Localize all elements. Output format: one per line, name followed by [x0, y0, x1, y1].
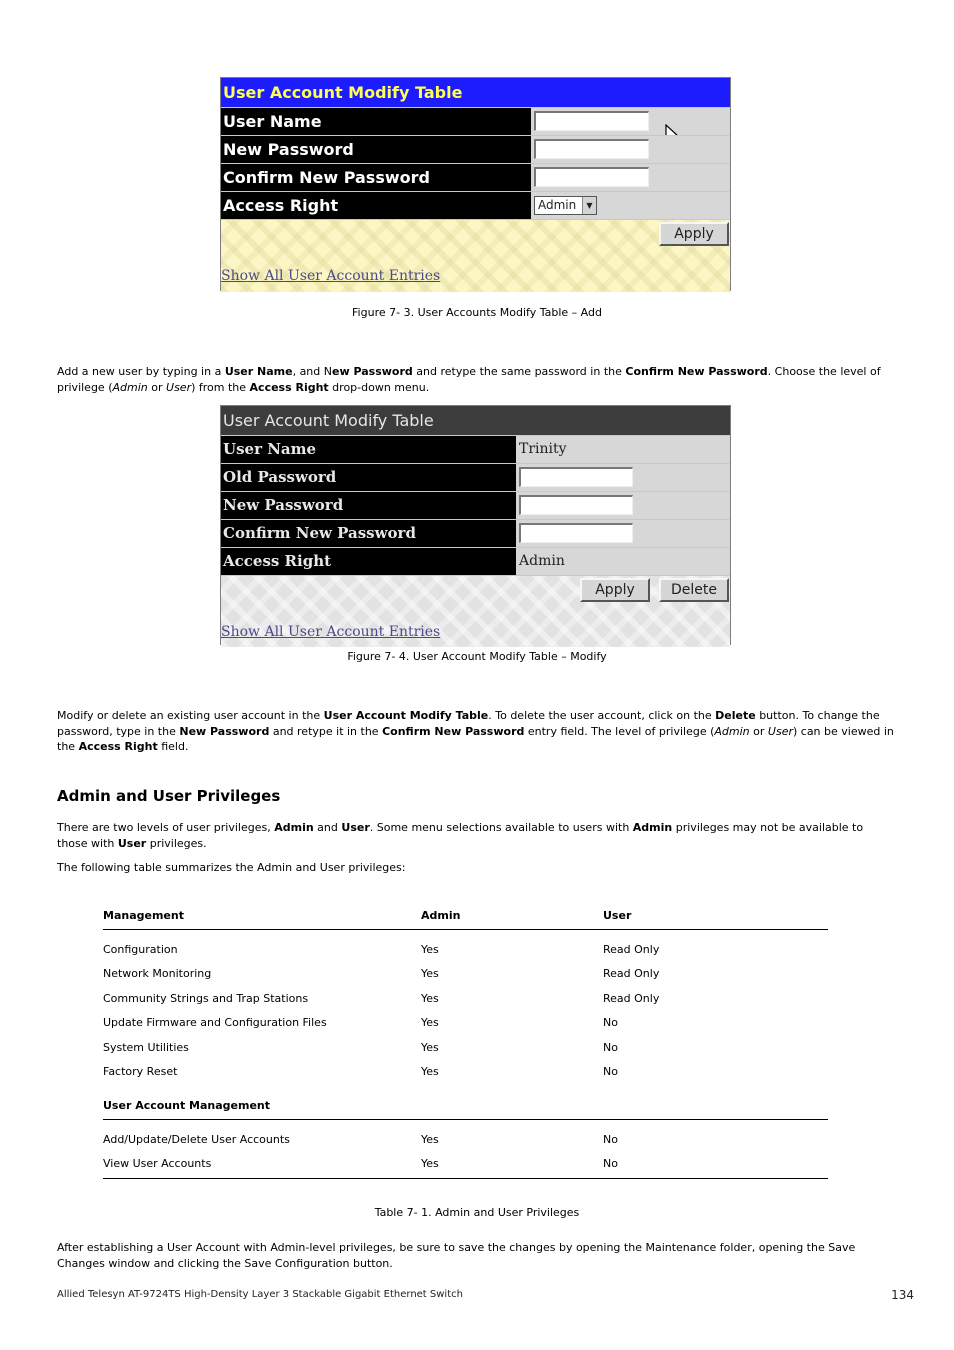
row-new-password: [221, 491, 730, 519]
label-new-password: New Password: [221, 492, 516, 519]
confirm-password-input[interactable]: [519, 523, 633, 543]
delete-button[interactable]: Delete: [659, 578, 729, 602]
table-row: Add/Update/Delete User Accounts Yes No: [103, 1133, 618, 1146]
user-account-modify-panel: [220, 405, 731, 645]
apply-button[interactable]: Apply: [659, 222, 729, 246]
label-user-name: User Name: [221, 108, 531, 135]
row-new-password: [221, 135, 730, 163]
new-password-input[interactable]: [534, 139, 649, 159]
footer-product-name: Allied Telesyn AT-9724TS High-Density Layer 3 Stackable Gigabit Ethernet Switch: [57, 1289, 463, 1300]
paragraph-privilege-levels: There are two levels of user privileges, Admin and User. Some menu selections available to users with Admin privileges may not be available to those with User privileges.: [57, 821, 864, 850]
label-access-right: Access Right: [221, 548, 516, 575]
paragraph-save-changes: After establishing a User Account with Admin-level privileges, be sure to save the changes by opening the Maintenance folder, opening the Save Changes window and clicking the Save Configuration button.: [57, 1241, 856, 1270]
show-all-entries-link[interactable]: Show All User Account Entries: [221, 268, 441, 284]
header-user: User: [603, 909, 632, 922]
table-section-header: User Account Management: [103, 1099, 271, 1112]
confirm-password-input[interactable]: [534, 167, 649, 187]
row-confirm-password: [221, 163, 730, 191]
privileges-table: [103, 909, 828, 1189]
table-row: View User Accounts Yes No: [103, 1157, 618, 1170]
access-right-value: Admin: [538, 198, 577, 212]
access-right-value: Admin: [519, 553, 565, 569]
table-row: Configuration Yes Read Only: [103, 943, 660, 956]
table-caption: Table 7- 1. Admin and User Privileges: [374, 1206, 580, 1219]
paragraph-table-intro: The following table summarizes the Admin and User privileges:: [57, 861, 406, 874]
label-old-password: Old Password: [221, 464, 516, 491]
paragraph-modify-user: Modify or delete an existing user account in the User Account Modify Table. To delete the user account, click on the Delete button. To change the password, type in the New Password and retype it in the Confirm New Password entry field. The level of privilege (Admin or User) can be viewed in the Access Right field.: [57, 709, 894, 753]
table-row: System Utilities Yes No: [103, 1041, 618, 1054]
panel-footer: [221, 219, 730, 292]
row-user-name: [221, 107, 730, 135]
table-row: Network Monitoring Yes Read Only: [103, 967, 660, 980]
paragraph-add-user: Add a new user by typing in a User Name, and New Password and retype the same password in the Confirm New Password. Choose the level of privilege (Admin or User) from the Access Right drop-down menu.: [57, 365, 881, 394]
row-user-name: [221, 435, 730, 463]
table-header: [103, 909, 828, 925]
table-row: Update Firmware and Configuration Files Yes No: [103, 1016, 618, 1029]
page-number: 134: [891, 1288, 914, 1302]
show-all-entries-link[interactable]: Show All User Account Entries: [221, 624, 441, 640]
user-account-add-panel: [220, 77, 731, 291]
new-password-input[interactable]: [519, 495, 633, 515]
panel-title: User Account Modify Table: [221, 406, 730, 435]
row-confirm-password: [221, 519, 730, 547]
table-rule-section: [103, 1119, 828, 1120]
apply-button[interactable]: Apply: [580, 578, 650, 602]
label-confirm-password: Confirm New Password: [221, 520, 516, 547]
user-name-input[interactable]: [534, 111, 649, 131]
access-right-select[interactable]: [534, 196, 597, 215]
label-access-right: Access Right: [221, 192, 531, 219]
header-management: Management: [103, 909, 184, 922]
table-rule-header: [103, 929, 828, 930]
chevron-down-icon: ▼: [582, 197, 596, 214]
old-password-input[interactable]: [519, 467, 633, 487]
user-name-value: Trinity: [519, 441, 567, 457]
row-access-right: [221, 547, 730, 575]
table-row: Community Strings and Trap Stations Yes Read Only: [103, 992, 660, 1005]
section-heading: Admin and User Privileges: [57, 787, 281, 805]
label-confirm-password: Confirm New Password: [221, 164, 531, 191]
row-old-password: [221, 463, 730, 491]
panel-title: User Account Modify Table: [221, 78, 730, 107]
row-access-right: [221, 191, 730, 219]
figure-caption-1: Figure 7- 3. User Accounts Modify Table – Add: [352, 306, 602, 319]
table-rule-bottom: [103, 1178, 828, 1179]
label-user-name: User Name: [221, 436, 516, 463]
header-admin: Admin: [421, 909, 461, 922]
figure-caption-2: Figure 7- 4. User Account Modify Table – Modify: [347, 650, 607, 663]
panel-footer: [221, 575, 730, 647]
label-new-password: New Password: [221, 136, 531, 163]
table-row: Factory Reset Yes No: [103, 1065, 618, 1078]
